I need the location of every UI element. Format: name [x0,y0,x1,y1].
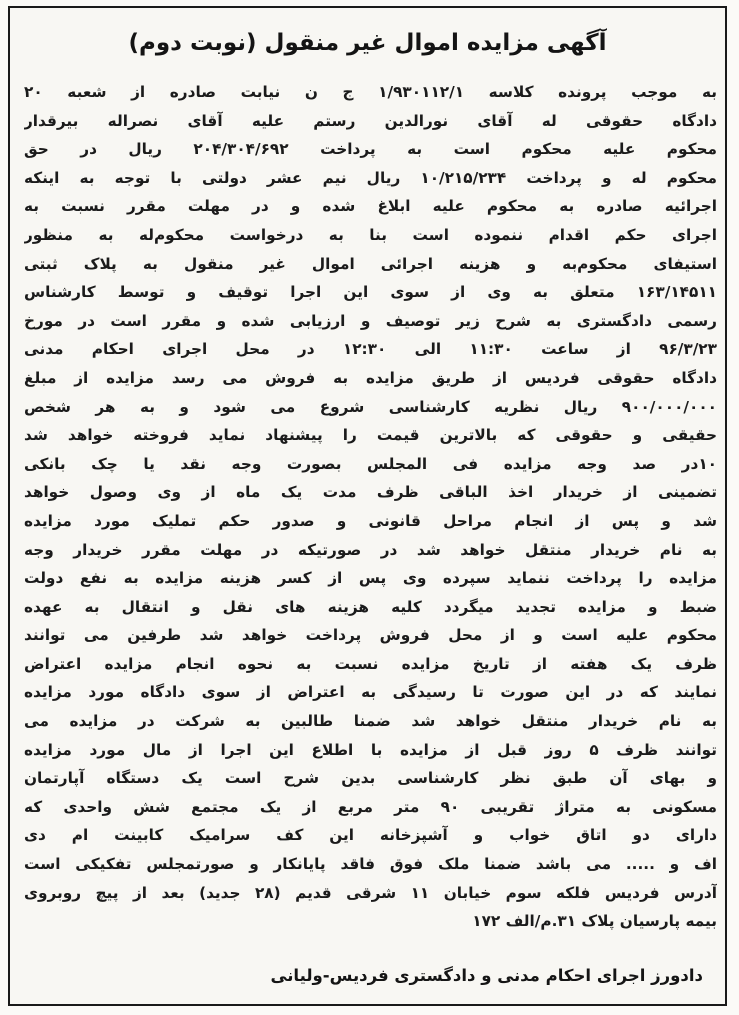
body-line: تضمینی از خریدار اخذ الباقی ظرف مدت یک ماه از وی وصول خواهد [24,483,717,502]
notice-frame [8,6,727,1006]
body-line: محکوم له و پرداخت ۱۰/۲۱۵/۲۳۴ ریال نیم عشر دولتی با توجه به اینکه [24,168,717,187]
body-line: ظرف یک هفته از تاریخ مزایده نسبت به نحوه انجام مزایده اعتراض [24,654,717,673]
body-line: توانند ظرف ۵ روز قبل از مزایده با اطلاع این اجرا از مال مورد مزایده [24,740,717,759]
body-line: ضبط و مزایده تجدید میگردد کلیه هزینه های نقل و انتقال به عهده [24,597,717,616]
body-line: دادگاه حقوقی له آقای نورالدین رستم علیه آقای نصراله بیرقدار [24,111,717,130]
body-line: اجرائیه صادره به محکوم علیه ابلاغ شده و در مهلت مقرر نسبت به [24,197,717,216]
body-line: و بهای آن طبق نظر کارشناسی بدین شرح است یک دستگاه آپارتمان [24,769,717,788]
body-line: به نام خریدار منتقل خواهد شد در صورتیکه در مهلت مقرر خریدار وجه [24,540,717,559]
body-line: رسمی دادگستری به شرح زیر توصیف و ارزیابی شده و مقرر است در مورخ [24,311,717,330]
notice-body [24,78,717,936]
body-line: ۱۶۳/۱۴۵۱۱ متعلق به وی از سوی این اجرا توقیف و توسط کارشناس [24,283,717,302]
body-line: اجرای حکم اقدام ننموده است بنا به درخواست محکوم‌له به منظور [24,225,717,244]
body-line: نمایند که در این صورت تا رسیدگی به اعتراض از سوی دادگاه مورد مزایده [24,683,717,702]
body-line: ۹۶/۳/۲۳ از ساعت ۱۱:۳۰ الی ۱۲:۳۰ در محل اجرای احکام مدنی [24,340,717,359]
body-line-last: بیمه پارسیان پلاک ۳۱.م/الف ۱۷۲ [472,912,717,931]
body-line: محکوم علیه است و از محل فروش پرداخت خواهد شد طرفین می توانند [24,626,717,645]
signature-line: دادورز اجرای احکام مدنی و دادگستری فردیس-ولیانی [270,966,703,985]
body-line: اف و ..... می باشد ضمنا ملک فوق فاقد پایانکار و صورتمجلس تفکیکی است [24,855,717,874]
body-line: ۹۰۰/۰۰۰/۰۰۰ ریال نظریه کارشناسی شروع می شود و به هر شخص [24,397,717,416]
body-line: به موجب پرونده کلاسه ۱/۹۳۰۱۱۲/۱ ج ن نیابت صادره از شعبه ۲۰ [24,83,717,101]
body-line: آدرس فردیس فلکه سوم خیابان ۱۱ شرقی قدیم (۲۸ جدید) بعد از پیچ روبروی [24,883,717,902]
body-line: حقیقی و حقوقی که بالاترین قیمت را پیشنهاد نماید فروخته خواهد شد [24,426,717,445]
notice-title: آگهی مزایده اموال غیر منقول (نوبت دوم) [128,30,607,56]
body-line: مزایده را پرداخت ننماید سپرده وی پس از کسر هزینه مزایده به نفع دولت [24,569,717,588]
body-line: استیفای محکوم‌به و هزینه اجرائی اموال غیر منقول به پلاک ثبتی [24,254,717,273]
body-line: ۱۰در صد وجه مزایده فی المجلس بصورت وجه نقد یا چک بانکی [24,454,717,473]
body-line: شد و پس از انجام مراحل قانونی و صدور حکم تملیک مورد مزایده [24,511,717,530]
body-line: دادگاه حقوقی فردیس از طریق مزایده به فروش می رسد مزایده از مبلغ [24,368,717,387]
body-line: محکوم علیه محکوم است به پرداخت ۲۰۴/۳۰۴/۶۹۲ ریال در حق [24,140,717,159]
body-line: مسکونی به متراژ تقریبی ۹۰ متر مربع از یک مجتمع شش واحدی که [24,797,717,816]
body-line: دارای دو اتاق خواب و آشپزخانه این کف سرامیک کابینت ام دی [24,826,717,845]
body-line: به نام خریدار منتقل خواهد شد ضمنا طالبین به شرکت در مزایده می [24,712,717,731]
